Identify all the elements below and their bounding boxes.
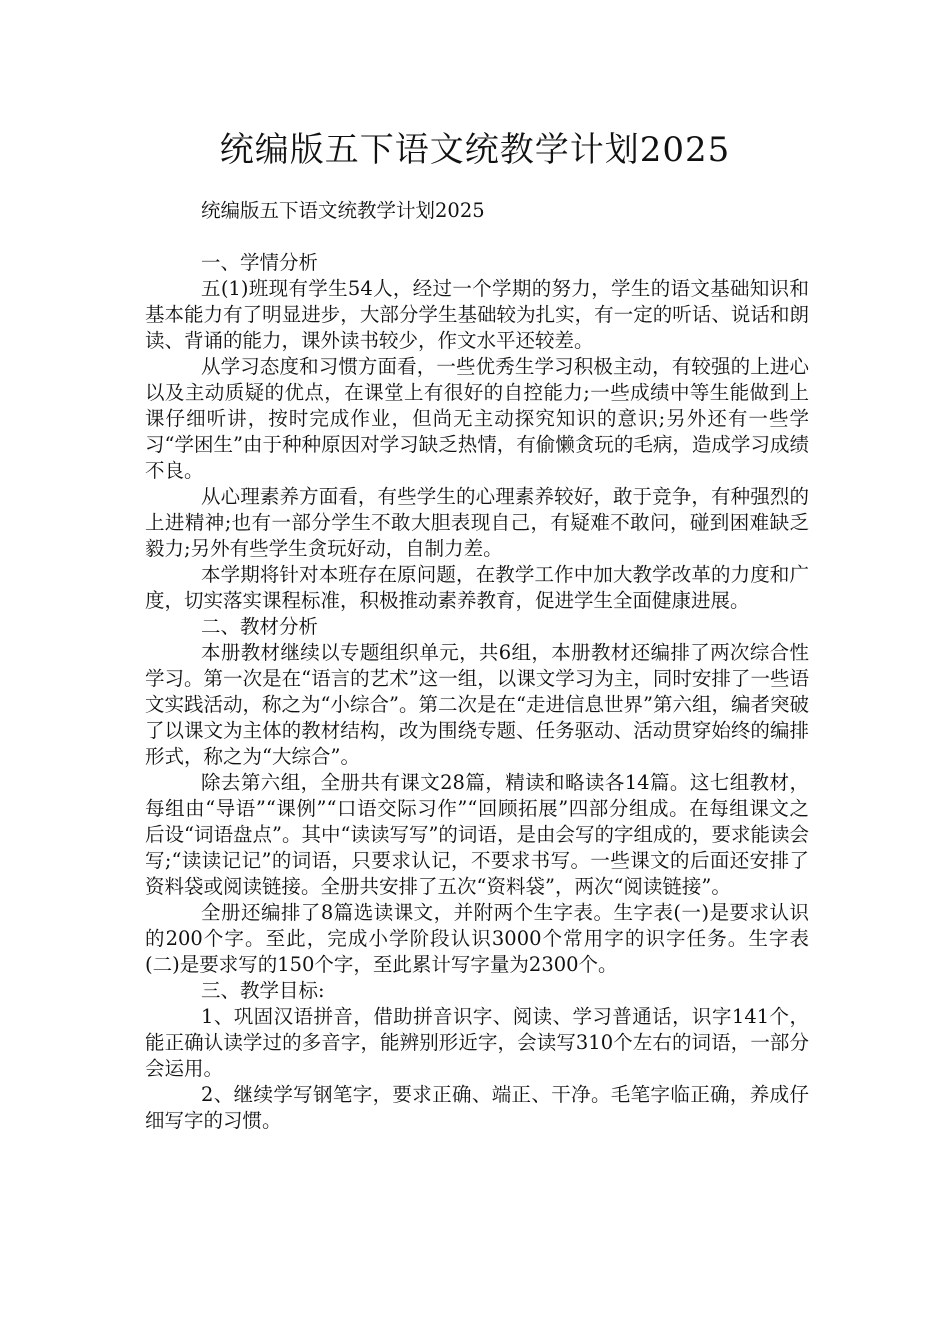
paragraph: 本册教材继续以专题组织单元，共6组，本册教材还编排了两次综合性学习。第一次是在“语言的艺术”这一组，以课文学习为主，同时安排了一些语文实践活动，称之为“小综合”。第二次是在“走进信息世界”第六组，编者突破了以课文为主体的教材结构，改为围绕专题、任务驱动、活动贯穿始终的编排形式，称之为“大综合”。 [145, 641, 809, 768]
section-heading-textbook-analysis: 二、教材分析 [201, 615, 319, 638]
section-heading-teaching-goals: 三、教学目标: [201, 979, 325, 1002]
paragraph: 从学习态度和习惯方面看，一些优秀生学习积极主动，有较强的上进心以及主动质疑的优点，在课堂上有很好的自控能力;一些成绩中等生能做到上课仔细听讲，按时完成作业，但尚无主动探究知识的意识;另外还有一些学习“学困生”由于种种原因对学习缺乏热情，有偷懒贪玩的毛病，造成学习成绩不良。 [145, 355, 809, 482]
document-title: 统编版五下语文统教学计划2025 [219, 130, 731, 170]
paragraph: 本学期将针对本班存在原问题，在教学工作中加大教学改革的力度和广度，切实落实课程标准，积极推动素养教育，促进学生全面健康进展。 [145, 563, 809, 612]
paragraph: 2、继续学写钢笔字，要求正确、端正、干净。毛笔字临正确，养成仔细写字的习惯。 [145, 1083, 809, 1132]
document-body [145, 198, 809, 1134]
paragraph: 五(1)班现有学生54人，经过一个学期的努力，学生的语文基础知识和基本能力有了明显进步，大部分学生基础较为扎实，有一定的听话、说话和朗读、背诵的能力，课外读书较少，作文水平还较差。 [145, 277, 809, 352]
section-heading-learning-analysis: 一、学情分析 [201, 251, 319, 274]
paragraph: 1、巩固汉语拼音，借助拼音识字、阅读、学习普通话，识字141个，能正确认读学过的多音字，能辨别形近字，会读写310个左右的词语，一部分会运用。 [145, 1005, 809, 1080]
paragraph: 除去第六组，全册共有课文28篇，精读和略读各14篇。这七组教材，每组由“导语”“课例”“口语交际习作”“回顾拓展”四部分组成。在每组课文之后设“词语盘点”。其中“读读写写”的词语，是由会写的字组成的，要求能读会写;“读读记记”的词语，只要求认记，不要求书写。一些课文的后面还安排了资料袋或阅读链接。全册共安排了五次“资料袋”，两次“阅读链接”。 [145, 771, 809, 898]
paragraph: 从心理素养方面看，有些学生的心理素养较好，敢于竞争，有种强烈的上进精神;也有一部分学生不敢大胆表现自己，有疑难不敢问，碰到困难缺乏毅力;另外有些学生贪玩好动，自制力差。 [145, 485, 809, 560]
document-subtitle: 统编版五下语文统教学计划2025 [201, 199, 485, 222]
paragraph: 全册还编排了8篇选读课文，并附两个生字表。生字表(一)是要求认识的200个字。至此，完成小学阶段认识3000个常用字的识字任务。生字表(二)是要求写的150个字，至此累计写字量为2300个。 [145, 901, 809, 976]
